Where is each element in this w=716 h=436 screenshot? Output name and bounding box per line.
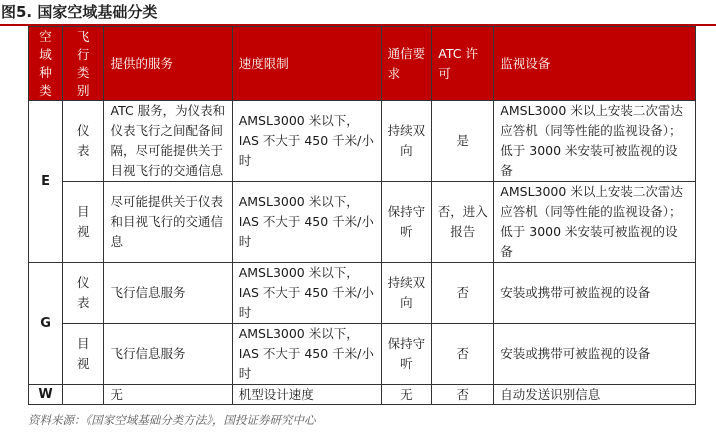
surveillance-cell: 自动发送识别信息 bbox=[494, 385, 696, 405]
comm-cell: 持续双向 bbox=[381, 263, 432, 324]
header-speed-limit: 速度限制 bbox=[232, 27, 381, 101]
flight-cell: 仪表 bbox=[63, 263, 104, 324]
flight-cell bbox=[63, 385, 104, 405]
header-row bbox=[29, 27, 696, 101]
header-airspace-class: 空域种类 bbox=[29, 27, 63, 101]
comm-cell: 保持守听 bbox=[381, 324, 432, 385]
speed-cell: AMSL3000 米以下，IAS 不大于 450 千米/小时 bbox=[232, 263, 381, 324]
header-atc: ATC 许可 bbox=[432, 27, 494, 101]
speed-cell: AMSL3000 米以下，IAS 不大于 450 千米/小时 bbox=[232, 101, 381, 182]
table-row bbox=[29, 324, 696, 385]
header-comm: 通信要求 bbox=[381, 27, 432, 101]
speed-cell: AMSL3000 米以下，IAS 不大于 450 千米/小时 bbox=[232, 182, 381, 263]
airspace-classification-table bbox=[28, 26, 696, 405]
atc-cell: 是 bbox=[432, 101, 494, 182]
class-cell-e: E bbox=[29, 101, 63, 263]
services-cell: 无 bbox=[104, 385, 232, 405]
header-surveillance: 监视设备 bbox=[494, 27, 696, 101]
header-services: 提供的服务 bbox=[104, 27, 232, 101]
services-cell: 尽可能提供关于仪表和目视飞行的交通信息 bbox=[104, 182, 232, 263]
services-cell: 飞行信息服务 bbox=[104, 324, 232, 385]
table-row bbox=[29, 101, 696, 182]
surveillance-cell: AMSL3000 米以上安装二次雷达应答机（同等性能的监视设备）；低于 3000 米安装可被监视的设备 bbox=[494, 182, 696, 263]
atc-cell: 否，进入报告 bbox=[432, 182, 494, 263]
speed-cell: 机型设计速度 bbox=[232, 385, 381, 405]
flight-cell: 目视 bbox=[63, 182, 104, 263]
class-cell-w: W bbox=[29, 385, 63, 405]
surveillance-cell: 安装或携带可被监视的设备 bbox=[494, 263, 696, 324]
atc-cell: 否 bbox=[432, 324, 494, 385]
surveillance-cell: 安装或携带可被监视的设备 bbox=[494, 324, 696, 385]
atc-cell: 否 bbox=[432, 385, 494, 405]
comm-cell: 保持守听 bbox=[381, 182, 432, 263]
services-cell: ATC 服务，为仪表和仪表飞行之间配备间隔，尽可能提供关于目视飞行的交通信息 bbox=[104, 101, 232, 182]
class-cell-g: G bbox=[29, 263, 63, 385]
flight-cell: 目视 bbox=[63, 324, 104, 385]
header-flight-type: 飞行类别 bbox=[63, 27, 104, 101]
flight-cell: 仪表 bbox=[63, 101, 104, 182]
comm-cell: 无 bbox=[381, 385, 432, 405]
table-row bbox=[29, 385, 696, 405]
table-row bbox=[29, 263, 696, 324]
surveillance-cell: AMSL3000 米以上安装二次雷达应答机（同等性能的监视设备）；低于 3000 米安装可被监视的设备 bbox=[494, 101, 696, 182]
source-note: 资料来源：《国家空域基础分类方法》，国投证券研究中心 bbox=[28, 413, 316, 427]
speed-cell: AMSL3000 米以下，IAS 不大于 450 千米/小时 bbox=[232, 324, 381, 385]
table-row bbox=[29, 182, 696, 263]
comm-cell: 持续双向 bbox=[381, 101, 432, 182]
figure-title: 图5. 国家空域基础分类 bbox=[1, 3, 158, 21]
services-cell: 飞行信息服务 bbox=[104, 263, 232, 324]
atc-cell: 否 bbox=[432, 263, 494, 324]
